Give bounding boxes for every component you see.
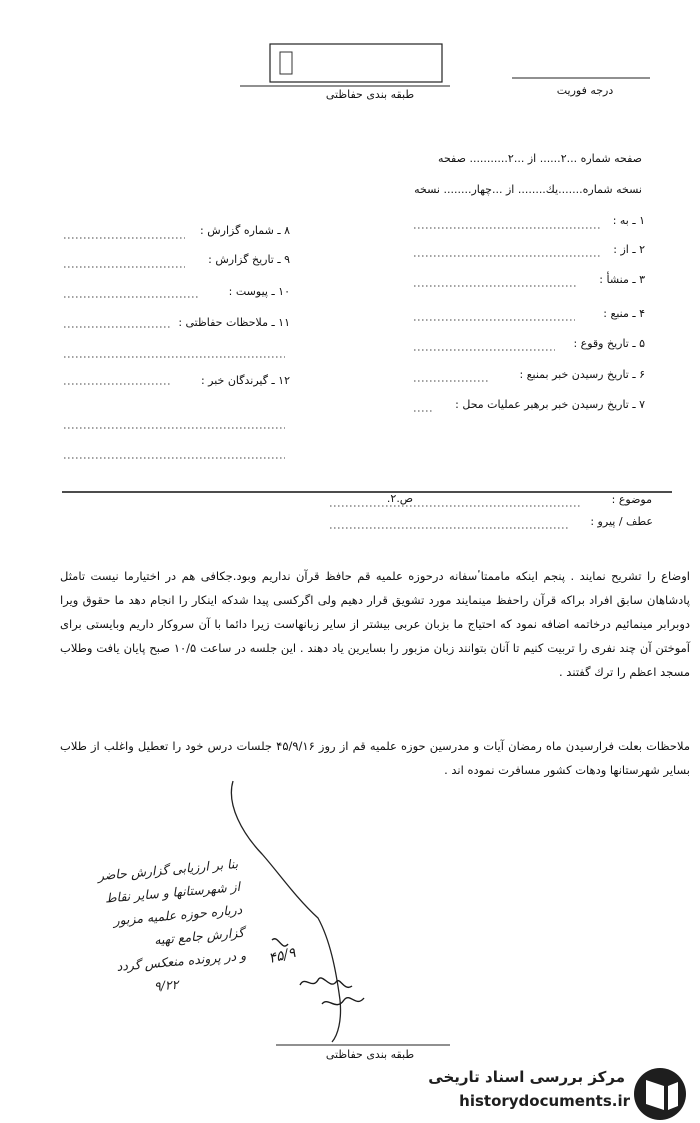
page-number-line: صفحه شماره ...۲...... از ...۲........... صفحه (438, 152, 642, 165)
subject-lines (330, 506, 580, 528)
stamp-box (270, 44, 442, 82)
header-classification-label: طبقه بندی حفاظتی (325, 88, 415, 101)
stamp-mark (280, 52, 292, 74)
subject-label: موضوع : (611, 493, 652, 506)
handwritten-line: گزارش جامع تهیه (153, 924, 245, 948)
field-origin: ۳ ـ منشأ : (599, 273, 645, 286)
watermark-title: مرکز بررسی اسناد تاریخی (428, 1068, 625, 1086)
field-report-date: ۹ ـ تاریخ گزارش : (208, 253, 290, 266)
handwritten-line: بنا بر ارزیابی گزارش حاضر (97, 855, 239, 884)
field-to: ۱ ـ به : (612, 214, 645, 227)
header-priority-label: درجه فوریت (556, 84, 614, 97)
copy-number-line: نسخه شماره.......یك........ از ...چهار........ نسخه (414, 183, 642, 196)
left-field-lines (64, 238, 285, 458)
report-note-paragraph: ملاحظات بعلت فرارسیدن ماه رمضان آیات و مدرسین حوزه علمیه قم از روز ۴۵/۹/۱۶ جلسات درس خود را تعطیل واغلب از طلاب بسایر شهرستانها ودهات کشور مسافرت نموده اند . (60, 739, 690, 777)
signature-text: ۴۵/۹ (266, 944, 298, 968)
field-source-received-date: ۶ ـ تاریخ رسیدن خبر بمنبع : (519, 368, 645, 381)
handwritten-line: درباره حوزه علمیه مزبور (112, 901, 243, 928)
handwritten-line: و در پرونده منعکس گردد (116, 947, 247, 974)
field-from: ۲ ـ از : (613, 243, 645, 256)
field-source: ۴ ـ منبع : (603, 307, 645, 320)
reference-label: عطف / پیرو : (590, 515, 653, 528)
field-security-notes: ۱۱ ـ ملاحظات حفاظتی : (178, 316, 290, 329)
report-body-paragraph: اوضاع را تشریح نمایند . پنجم اینکه ماممتاٴسفانه درحوزه علمیه قم حافظ قرآن نداریم وبود.جکافی هم در اختیارما نیست تامثل پادشاهان سابق افراد براکه قرآن راحفظ مینمایند مورد تشویق قرار دهیم ولی اگرکسی پیدا شدکه اینکار را انجام دهد ما حقوق ویرا دوبرابر مینمائیم درخاتمه اضافه نمود که احتیاج ما بزبان عربی بیشتر از سایر زبانهاست زیرا دائما با آن سروکار داریم وبایستی برای آموختن آن چند نفری را تربیت کنیم تا آنان بتوانند زبان مزبور را بسایرین یاد دهند . این جلسه در ساعت ۱۰/۵ صبح پایان یافت وطلاب مسجد اعظم را ترك گفتند . (60, 569, 690, 679)
handwritten-date: ۹/۲۲ (153, 976, 179, 994)
field-attachment: ۱۰ ـ پیوست : (228, 285, 290, 298)
right-field-lines (414, 228, 600, 411)
footer-classification-label: طبقه بندی حفاظتی (325, 1048, 415, 1061)
subject-value: ص.۲. (386, 492, 414, 505)
field-report-number: ۸ ـ شماره گزارش : (200, 224, 290, 237)
watermark-logo-icon (634, 1068, 686, 1120)
handwritten-line: از شهرستانها و سایر نقاط (104, 878, 241, 906)
field-occurrence-date: ۵ ـ تاریخ وقوع : (573, 337, 645, 350)
field-operations-received-date: ۷ ـ تاریخ رسیدن خبر برهبر عملیات محل : (455, 398, 645, 411)
field-recipients: ۱۲ ـ گیرندگان خبر : (200, 374, 290, 387)
watermark-url: historydocuments.ir (459, 1092, 630, 1110)
handwritten-note (33, 852, 249, 1007)
